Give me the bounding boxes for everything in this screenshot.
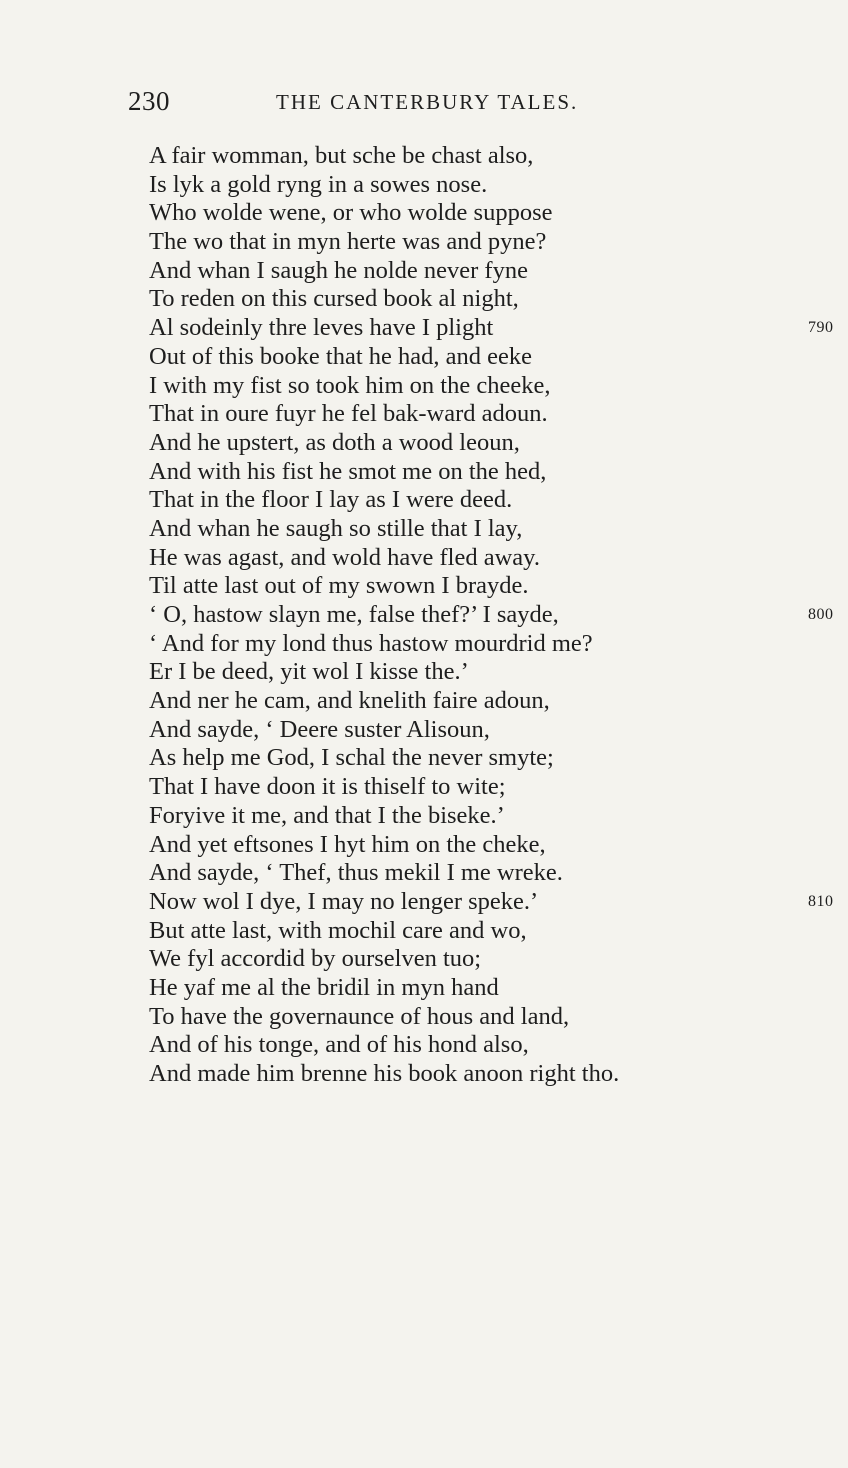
verse-line [149,744,709,773]
running-head [128,86,728,126]
verse-line-text: The wo that in myn herte was and pyne? [149,228,547,256]
verse-line [149,544,709,573]
verse-line-text: But atte last, with mochil care and wo, [149,916,527,944]
verse-line-text: Foryive it me, and that I the biseke.’ [149,801,505,829]
verse-line-text: And he upstert, as doth a wood leoun, [149,428,520,456]
verse-line-text: And ner he cam, and knelith faire adoun, [149,687,550,715]
verse-line-text: Is lyk a gold ryng in a sowes nose. [149,170,488,198]
verse-line-text: Til atte last out of my swown I brayde. [149,572,529,600]
verse-line [149,171,709,200]
line-number: 810 [808,892,834,910]
verse-line-text: And with his fist he smot me on the hed, [149,457,547,485]
verse-line-text: And sayde, ‘ Thef, thus mekil I me wreke. [149,859,563,887]
verse-line [149,658,709,687]
verse-line-text: And yet eftsones I hyt him on the cheke, [149,830,546,858]
verse-line-text: As help me God, I schal the never smyte; [149,744,554,772]
verse-line [149,228,709,257]
verse-line [149,515,709,544]
verse-line-text: That in the floor I lay as I were deed. [149,486,513,514]
verse-line-text: And whan he saugh so stille that I lay, [149,514,523,542]
verse-line-text: Al sodeinly thre leves have I plight [149,314,494,342]
page-number: 230 [128,86,170,116]
verse-line-text: I with my fist so took him on the cheeke, [149,371,551,399]
verse-line-text: That in oure fuyr he fel bak-ward adoun. [149,400,548,428]
verse-line [149,802,709,831]
verse-line-text: ‘ O, hastow slayn me, false thef?’ I sayde, [149,601,559,628]
verse-line-text: He yaf me al the bridil in myn hand [149,973,499,1001]
verse-line [149,400,709,429]
verse-line [149,314,834,343]
line-number: 800 [808,606,834,623]
verse-line-text: And of his tonge, and of his hond also, [149,1031,529,1059]
verse-line-text: ‘ And for my lond thus hastow mourdrid me? [149,629,593,657]
verse-line [149,687,709,716]
verse-line-text: Er I be deed, yit wol I kisse the.’ [149,658,469,686]
verse-line [149,716,709,745]
verse-line [149,1031,709,1060]
verse-line-text: And made him brenne his book anoon right tho. [149,1060,620,1087]
verse-line-text: He was agast, and wold have fled away. [149,543,540,571]
verse-line-text: And whan I saugh he nolde never fyne [149,256,528,284]
verse-line [149,199,709,228]
verse-line-text: Now wol I dye, I may no lenger speke.’ [149,887,539,915]
verse-line-text: A fair womman, but sche be chast also, [149,142,534,169]
verse-line [149,372,709,401]
verse-line [149,1003,709,1032]
line-number: 790 [808,319,834,337]
verse-line-text: We fyl accordid by ourselven tuo; [149,945,482,973]
verse-line [149,458,709,487]
running-title: THE CANTERBURY TALES. [276,90,579,114]
verse-line [149,343,709,372]
verse-line [149,486,709,515]
verse-line-text: To have the governaunce of hous and land, [149,1002,570,1030]
verse-line [149,429,709,458]
verse-line [149,859,709,888]
verse-block [149,142,834,1089]
verse-line [149,572,709,601]
verse-line-text: To reden on this cursed book al night, [149,285,519,313]
verse-line [149,142,709,171]
verse-line [149,945,709,974]
verse-line [149,974,709,1003]
verse-line [149,285,709,314]
verse-line [149,1060,709,1089]
verse-line-text: Who wolde wene, or who wolde suppose [149,199,553,227]
verse-line-text: That I have doon it is thiself to wite; [149,773,506,801]
verse-line [149,831,709,860]
verse-line [149,630,709,659]
verse-line [149,887,834,917]
verse-line [149,601,834,630]
verse-line [149,257,709,286]
verse-line-text: And sayde, ‘ Deere suster Alisoun, [149,715,490,743]
verse-line [149,773,709,802]
verse-line-text: Out of this booke that he had, and eeke [149,342,533,370]
verse-line [149,917,709,946]
